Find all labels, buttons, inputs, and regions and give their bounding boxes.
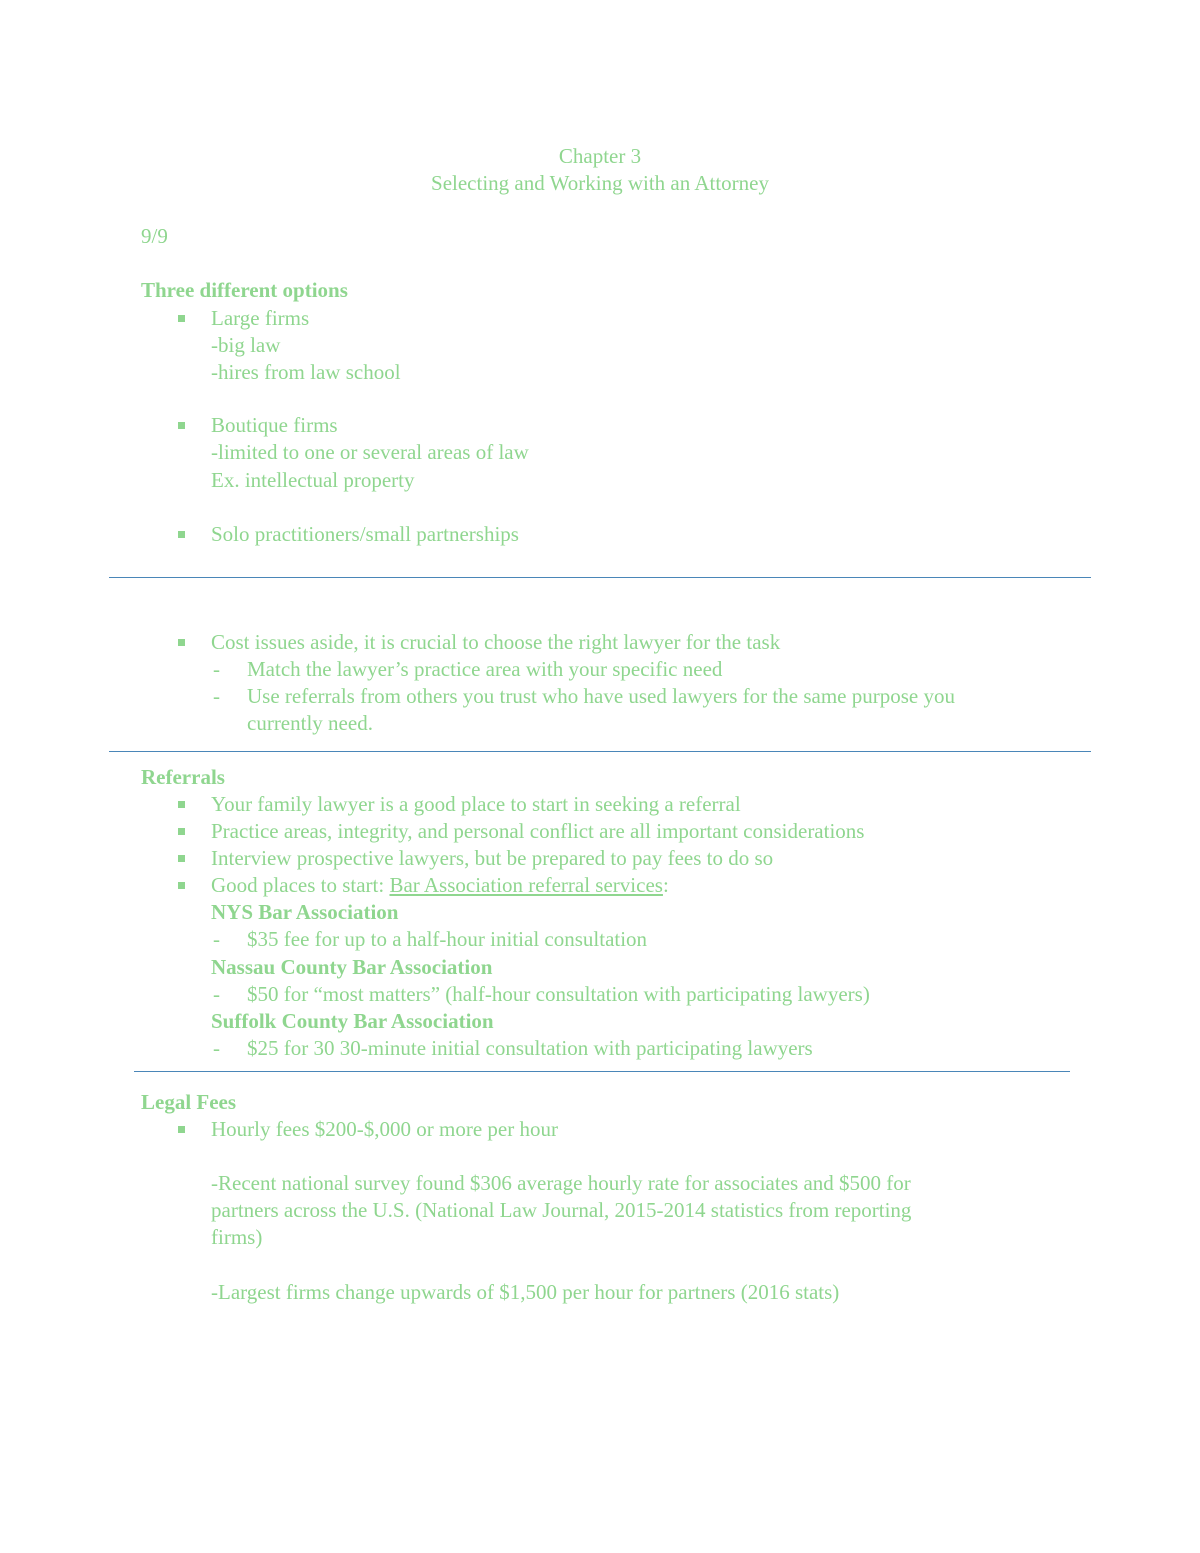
divider	[134, 1071, 1070, 1072]
fees-heading: Legal Fees	[141, 1090, 237, 1114]
dash-marker: -	[213, 684, 220, 708]
dash-marker: -	[213, 927, 220, 951]
large-firms-note: -hires from law school	[211, 360, 401, 384]
divider	[109, 577, 1091, 578]
bullet-icon	[178, 1126, 185, 1133]
referral-item: Your family lawyer is a good place to start in seeking a referral	[211, 792, 741, 816]
bullet-icon	[178, 801, 185, 808]
choosing-sub: Match the lawyer’s practice area with your specific need	[247, 657, 723, 681]
survey-line: -Recent national survey found $306 average hourly rate for associates and $500 for	[211, 1171, 911, 1195]
dash-marker: -	[213, 1036, 220, 1060]
options-heading: Three different options	[141, 278, 348, 302]
page-title: Selecting and Working with an Attorney	[431, 171, 769, 195]
choosing-item: Cost issues aside, it is crucial to choose the right lawyer for the task	[211, 630, 781, 654]
chapter-number: Chapter 3	[558, 144, 642, 168]
bullet-icon	[178, 639, 185, 646]
bar-association-link[interactable]: Bar Association referral services	[389, 873, 663, 897]
survey-line: firms)	[211, 1225, 263, 1249]
start-prefix: Good places to start:	[211, 873, 390, 897]
association-name: Nassau County Bar Association	[211, 955, 493, 979]
bullet-icon	[178, 828, 185, 835]
association-detail: $50 for “most matters” (half-hour consultation with participating lawyers)	[247, 982, 870, 1006]
choosing-sub: Use referrals from others you trust who have used lawyers for the same purpose you	[247, 684, 955, 708]
association-detail: $35 fee for up to a half-hour initial consultation	[247, 927, 648, 951]
large-firms-note: -big law	[211, 333, 281, 357]
referral-item: Interview prospective lawyers, but be prepared to pay fees to do so	[211, 846, 774, 870]
bullet-icon	[178, 315, 185, 322]
dash-marker: -	[213, 657, 220, 681]
bullet-icon	[178, 531, 185, 538]
association-name: NYS Bar Association	[211, 900, 399, 924]
date: 9/9	[141, 224, 168, 248]
option-solo: Solo practitioners/small partnerships	[211, 522, 519, 546]
start-suffix: :	[662, 873, 669, 897]
boutique-note: -limited to one or several areas of law	[211, 440, 529, 464]
association-name: Suffolk County Bar Association	[211, 1009, 494, 1033]
association-detail: $25 for 30 30-minute initial consultation with participating lawyers	[247, 1036, 813, 1060]
referrals-heading: Referrals	[141, 765, 225, 789]
bullet-icon	[178, 422, 185, 429]
survey-line: partners across the U.S. (National Law Journal, 2015-2014 statistics from reporting	[211, 1198, 912, 1222]
option-boutique-firms: Boutique firms	[211, 413, 338, 437]
referral-item: Practice areas, integrity, and personal conflict are all important considerations	[211, 819, 865, 843]
bullet-icon	[178, 882, 185, 889]
choosing-sub-continued: currently need.	[247, 711, 373, 735]
largest-firms-note: -Largest firms change upwards of $1,500 per hour for partners (2016 stats)	[211, 1280, 840, 1304]
bullet-icon	[178, 855, 185, 862]
fees-item: Hourly fees $200-$,000 or more per hour	[211, 1117, 558, 1141]
referral-start	[211, 872, 669, 899]
option-large-firms: Large firms	[211, 306, 310, 330]
boutique-note: Ex. intellectual property	[211, 468, 415, 492]
dash-marker: -	[213, 982, 220, 1006]
divider	[109, 751, 1091, 752]
